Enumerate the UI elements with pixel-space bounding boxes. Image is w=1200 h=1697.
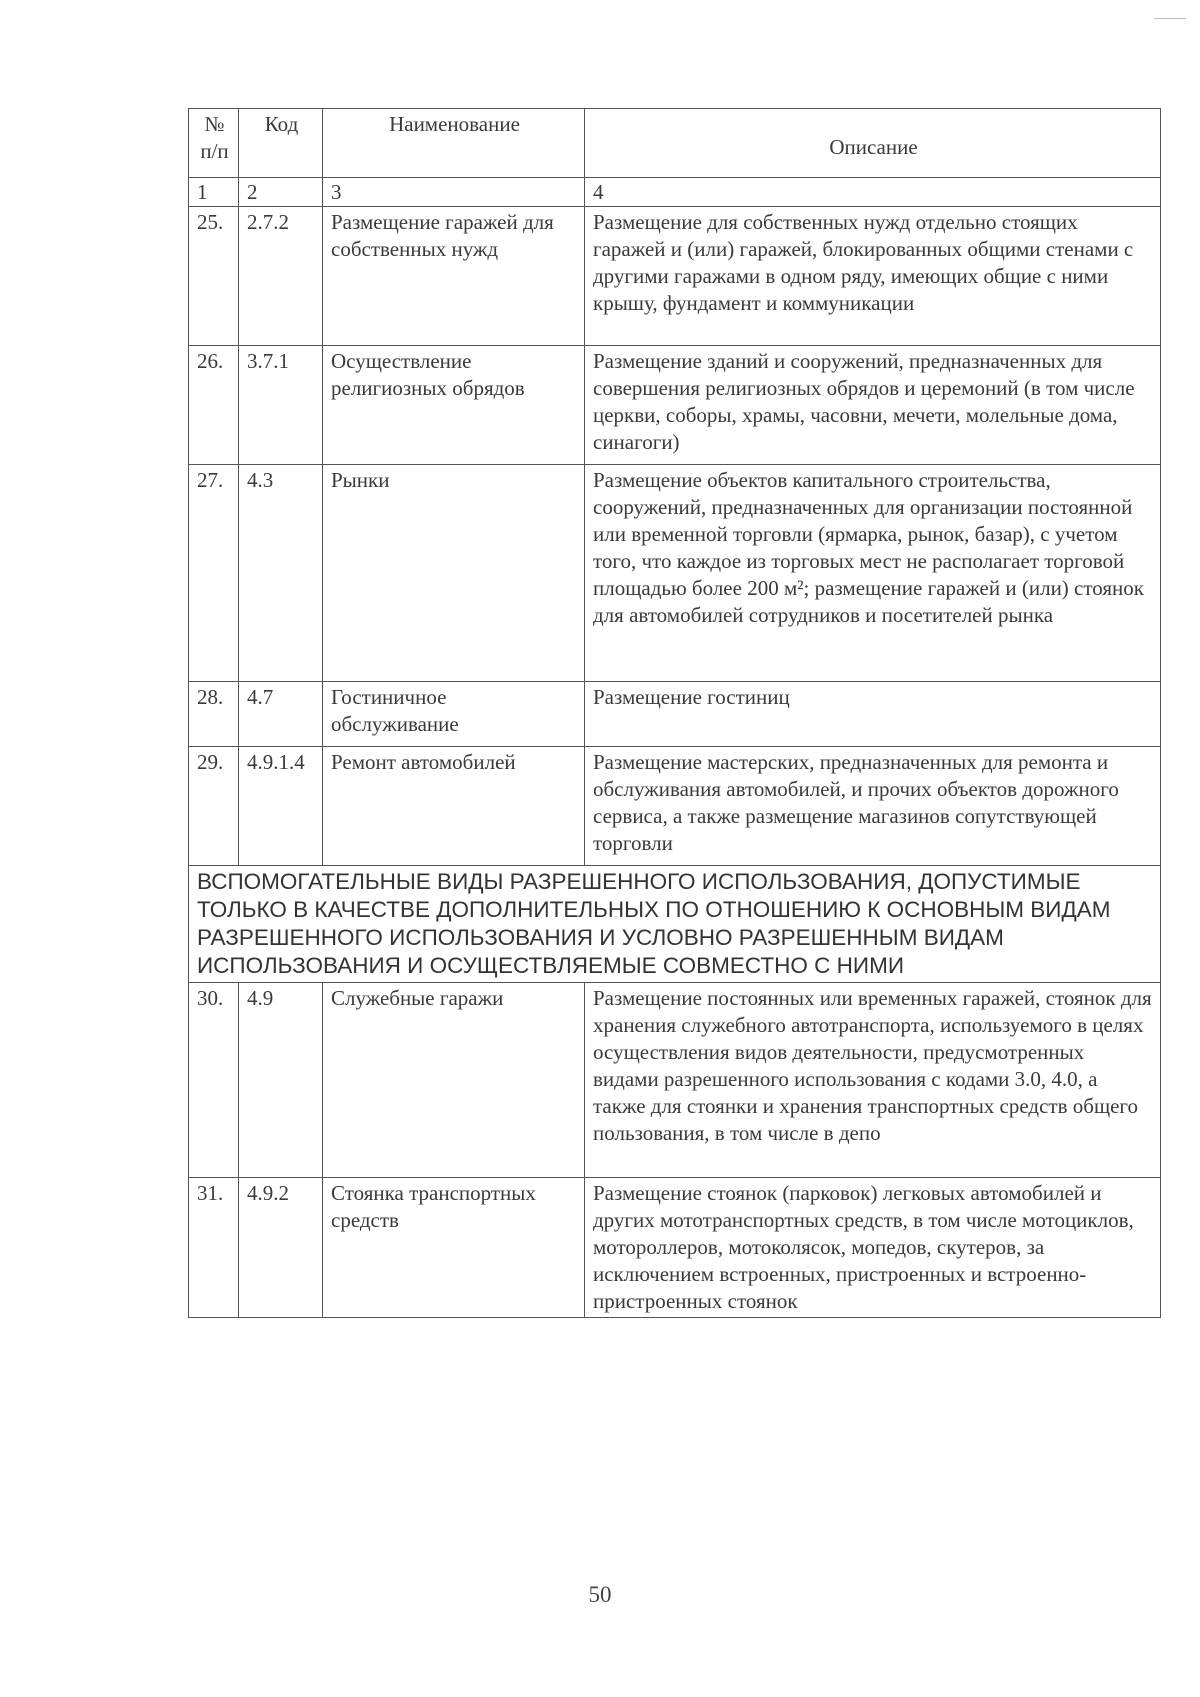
table-row <box>189 207 1161 346</box>
row-code: 2.7.2 <box>239 207 323 346</box>
row-code: 4.9 <box>239 983 323 1178</box>
row-description: Размещение гостиниц <box>585 682 1161 747</box>
header-description: Описание <box>585 109 1161 178</box>
row-name: Служебные гаражи <box>323 983 585 1178</box>
column-number: 2 <box>239 178 323 207</box>
row-code: 4.9.1.4 <box>239 747 323 866</box>
row-code: 4.9.2 <box>239 1178 323 1318</box>
row-num: 29. <box>189 747 239 866</box>
row-num: 25. <box>189 207 239 346</box>
column-numbers-row <box>189 178 1161 207</box>
section-title: ВСПОМОГАТЕЛЬНЫЕ ВИДЫ РАЗРЕШЕННОГО ИСПОЛЬЗОВАНИЯ, ДОПУСТИМЫЕ ТОЛЬКО В КАЧЕСТВЕ ДОПОЛНИТЕЛЬНЫХ ПО ОТНОШЕНИЮ К ОСНОВНЫМ ВИДАМ РАЗРЕШЕННОГО ИСПОЛЬЗОВАНИЯ И УСЛОВНО РАЗРЕШЕННЫМ ВИДАМ ИСПОЛЬЗОВАНИЯ И ОСУЩЕСТВЛЯЕМЫЕ СОВМЕСТНО С НИМИ <box>189 866 1161 983</box>
row-num: 30. <box>189 983 239 1178</box>
row-code: 4.3 <box>239 465 323 682</box>
table-row <box>189 1178 1161 1318</box>
row-description: Размещение зданий и сооружений, предназначенных для совершения религиозных обрядов и церемоний (в том числе церкви, соборы, храмы, часовни, мечети, молельные дома, синагоги) <box>585 346 1161 465</box>
header-code: Код <box>239 109 323 178</box>
row-description: Размещение стоянок (парковок) легковых автомобилей и других мототранспортных средств, в том числе мотоциклов, мотороллеров, мотоколясок, мопедов, скутеров, за исключением встроенных, пристроенных и встроенно-пристроенных стоянок <box>585 1178 1161 1318</box>
column-number: 1 <box>189 178 239 207</box>
row-code: 4.7 <box>239 682 323 747</box>
header-num: № п/п <box>189 109 239 178</box>
row-description: Размещение для собственных нужд отдельно стоящих гаражей и (или) гаражей, блокированных общими стенами с другими гаражами в одном ряду, имеющих общие с ними крышу, фундамент и коммуникации <box>585 207 1161 346</box>
row-code: 3.7.1 <box>239 346 323 465</box>
land-use-table <box>188 108 1161 1318</box>
row-num: 28. <box>189 682 239 747</box>
table-header-row <box>189 109 1161 178</box>
row-name: Размещение гаражей для собственных нужд <box>323 207 585 346</box>
row-name: Стоянка транспортных средств <box>323 1178 585 1318</box>
table-row <box>189 465 1161 682</box>
row-num: 26. <box>189 346 239 465</box>
table-row <box>189 682 1161 747</box>
table-row <box>189 747 1161 866</box>
row-name: Гостиничное обслуживание <box>323 682 585 747</box>
column-number: 3 <box>323 178 585 207</box>
header-name: Наименование <box>323 109 585 178</box>
row-description: Размещение объектов капитального строительства, сооружений, предназначенных для организации постоянной или временной торговли (ярмарка, рынок, базар), с учетом того, что каждое из торговых мест не располагает торговой площадью более 200 м²; размещение гаражей и (или) стоянок для автомобилей сотрудников и посетителей рынка <box>585 465 1161 682</box>
row-num: 31. <box>189 1178 239 1318</box>
column-number: 4 <box>585 178 1161 207</box>
row-name: Рынки <box>323 465 585 682</box>
row-name: Ремонт автомобилей <box>323 747 585 866</box>
row-description: Размещение постоянных или временных гаражей, стоянок для хранения служебного автотранспорта, используемого в целях осуществления видов деятельности, предусмотренных видами разрешенного использования с кодами 3.0, 4.0, а также для стоянки и хранения транспортных средств общего пользования, в том числе в депо <box>585 983 1161 1178</box>
table-row <box>189 346 1161 465</box>
row-num: 27. <box>189 465 239 682</box>
section-row <box>189 866 1161 983</box>
row-name: Осуществление религиозных обрядов <box>323 346 585 465</box>
table-row <box>189 983 1161 1178</box>
scan-edge-mark <box>1154 18 1186 19</box>
page-number: 50 <box>588 1582 612 1607</box>
row-description: Размещение мастерских, предназначенных для ремонта и обслуживания автомобилей, и прочих объектов дорожного сервиса, а также размещение магазинов сопутствующей торговли <box>585 747 1161 866</box>
